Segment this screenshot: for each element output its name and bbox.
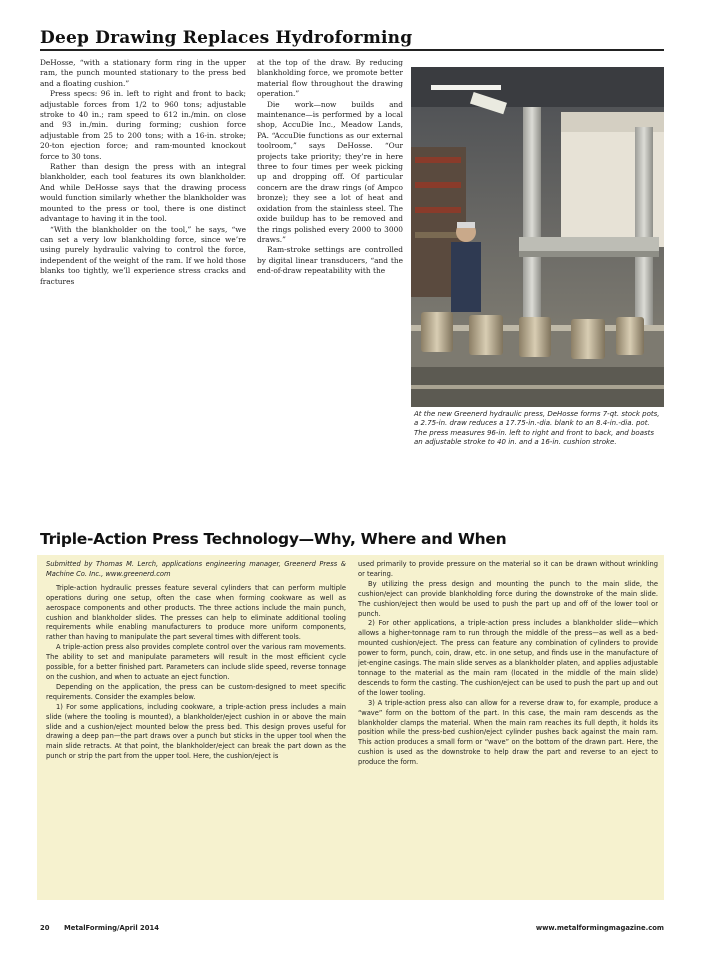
sidebar-column-1 [46,560,346,896]
sidebar-paragraph: 3) A triple-action press also can allow for a reverse draw to, for example, produce a “wave” form on the bottom of the part. In this case, the main ram descends as the blankholder clamps the material. When the main ram reaches its full depth, it holds its position while the press-bed cushion/eject cylinder pushes back against the main ram. This action produces a small form or “wave” on the bottom of the drawn part. Here, the cushion is used as the downstroke to help draw the part and reverse to an eject to produce the form. [358,698,658,767]
article-paragraph: Rather than design the press with an integral blankholder, each tool features its own blankholder. And while DeHosse says that the drawing process would function similarly whether the blankholder was mounted to the press or tool, there is one distinct advantage to having it in the tool. [40,162,246,224]
article-paragraph: Ram-stroke settings are controlled by digital linear transducers, “and the end-of-draw repeatability with the [257,245,403,276]
article-column-2 [257,58,403,474]
sidebar-paragraph: used primarily to provide pressure on the material so it can be drawn without wrinkling or tearing. [358,560,658,578]
sidebar-paragraph: Triple-action hydraulic presses feature several cylinders that can perform multiple operations during one setup, often the case when forming cookware as well as aerospace components and other products. The three actions include the main punch, cushion and blankholder slides. The presses can help to eliminate additional tooling requirements while enabling manufacturers to produce more uniform components, rather than having to manipulate the part several times with different tools. [46,583,346,642]
photo-caption: At the new Greenerd hydraulic press, DeHosse forms 7-qt. stock pots, a 2.75-in. draw reduces a 17.75-in.-dia. blank to an 8.4-in.-dia. pot. The press measures 96-in. left to right and front to back, and boasts an adjustable stroke to 40 in. and a 16-in. cushion stroke. [414,410,660,447]
sidebar-paragraph: A triple-action press also provides complete control over the various ram movements. The ability to set and manipulate parameters will result in the most efficient cycle possible, for a better finished part. Parameters can include slide speed, reverse tonnage on the cushion, and when to actuate an eject function. [46,643,346,681]
magazine-issue: MetalForming/April 2014 [64,924,159,932]
page-header [40,28,664,52]
sidebar-title: Triple-Action Press Technology—Why, Where and When [40,530,507,548]
sidebar-paragraph: 2) For other applications, a triple-action press includes a blankholder slide—which allows a higher-tonnage ram to run through the middle of the press—as well as a bed-mounted cushion/eject. The press can feature any combination of cylinders to provide power to form, punch, coin, draw, etc. in one setup, and finds use in the manufacture of jet-engine casings. The main slide serves as a blankholder platen, and applies adjustable tonnage to the material as the main ram (located in the middle of the main slide) descends to form the casting. The cushion/eject can be used to push the part up and out of the lower tooling. [358,619,658,697]
website-link[interactable]: www.metalformingmagazine.com [535,924,664,932]
article-paragraph: DeHosse, “with a stationary form ring in the upper ram, the punch mounted stationary to the press bed and a floating cushion.” [40,58,246,88]
article-column-1 [40,58,246,474]
sidebar-paragraph: By utilizing the press design and mounting the punch to the main slide, the cushion/eject can provide blankholding force during the downstroke of the main slide. The cushion/eject then would be used to push the part up and off of the lower tool or punch. [358,579,658,618]
sidebar-paragraph: Depending on the application, the press can be custom-designed to meet specific requirements. Consider the examples below. [46,682,346,701]
article-paragraph: “With the blankholder on the tool,” he says, “we can set a very low blankholding force, since we’re using purely hydraulic valving to control the force, independent of the weight of the ram. If we hold those blanks too tightly, we’ll experience stress cracks and fractures [40,224,246,286]
header-rule [40,49,664,51]
sidebar-byline: Submitted by Thomas M. Lerch, applications engineering manager, Greenerd Press & Machine Co. Inc., www.greenerd.com [46,560,346,578]
sidebar-paragraph: 1) For some applications, including cookware, a triple-action press includes a main slide (where the tooling is mounted), a blankholder/eject cushion in or above the main slide and a cushion/eject mounted below the press bed. This design proves useful for drawing a deep pan—the part draws over a punch but sticks in the upper tool when the main slide retracts. At that point, the blankholder/eject can break the part down as the punch or strip the part from the upper tool. Here, the cushion/eject is [46,702,346,761]
page-title: Deep Drawing Replaces Hydroforming [40,28,413,48]
press-photo [411,67,664,407]
article-paragraph: Die work—now builds and maintenance—is performed by a local shop, AccuDie Inc., Meadow Lands, PA. “AccuDie functions as our external toolroom,” says DeHosse. “Our projects take priority; they’re in here three to four times per week picking up and dropping off. Of particular concern are the draw rings (of Ampco bronze); they see a lot of heat and oxidation from the stainless steel. The oxide buildup has to be removed and the rings polished every 2000 to 3000 draws.” [257,99,403,244]
article-paragraph: at the top of the draw. By reducing blankholding force, we promote better material flow throughout the drawing operation.” [257,58,403,99]
page-footer [40,924,664,936]
article-paragraph: Press specs: 96 in. left to right and front to back; adjustable forces from 1/2 to 960 tons; adjustable stroke to 40 in.; ram speed to 612 in./min. on close and 93 in./min. during forming; cushion force adjustable from 25 to 200 tons; with a 16-in. stroke; 20-ton ejection force; and ram-mounted knockout force to 30 tons. [40,89,246,161]
page-number: 20 [40,924,50,932]
sidebar-column-2 [358,560,658,896]
